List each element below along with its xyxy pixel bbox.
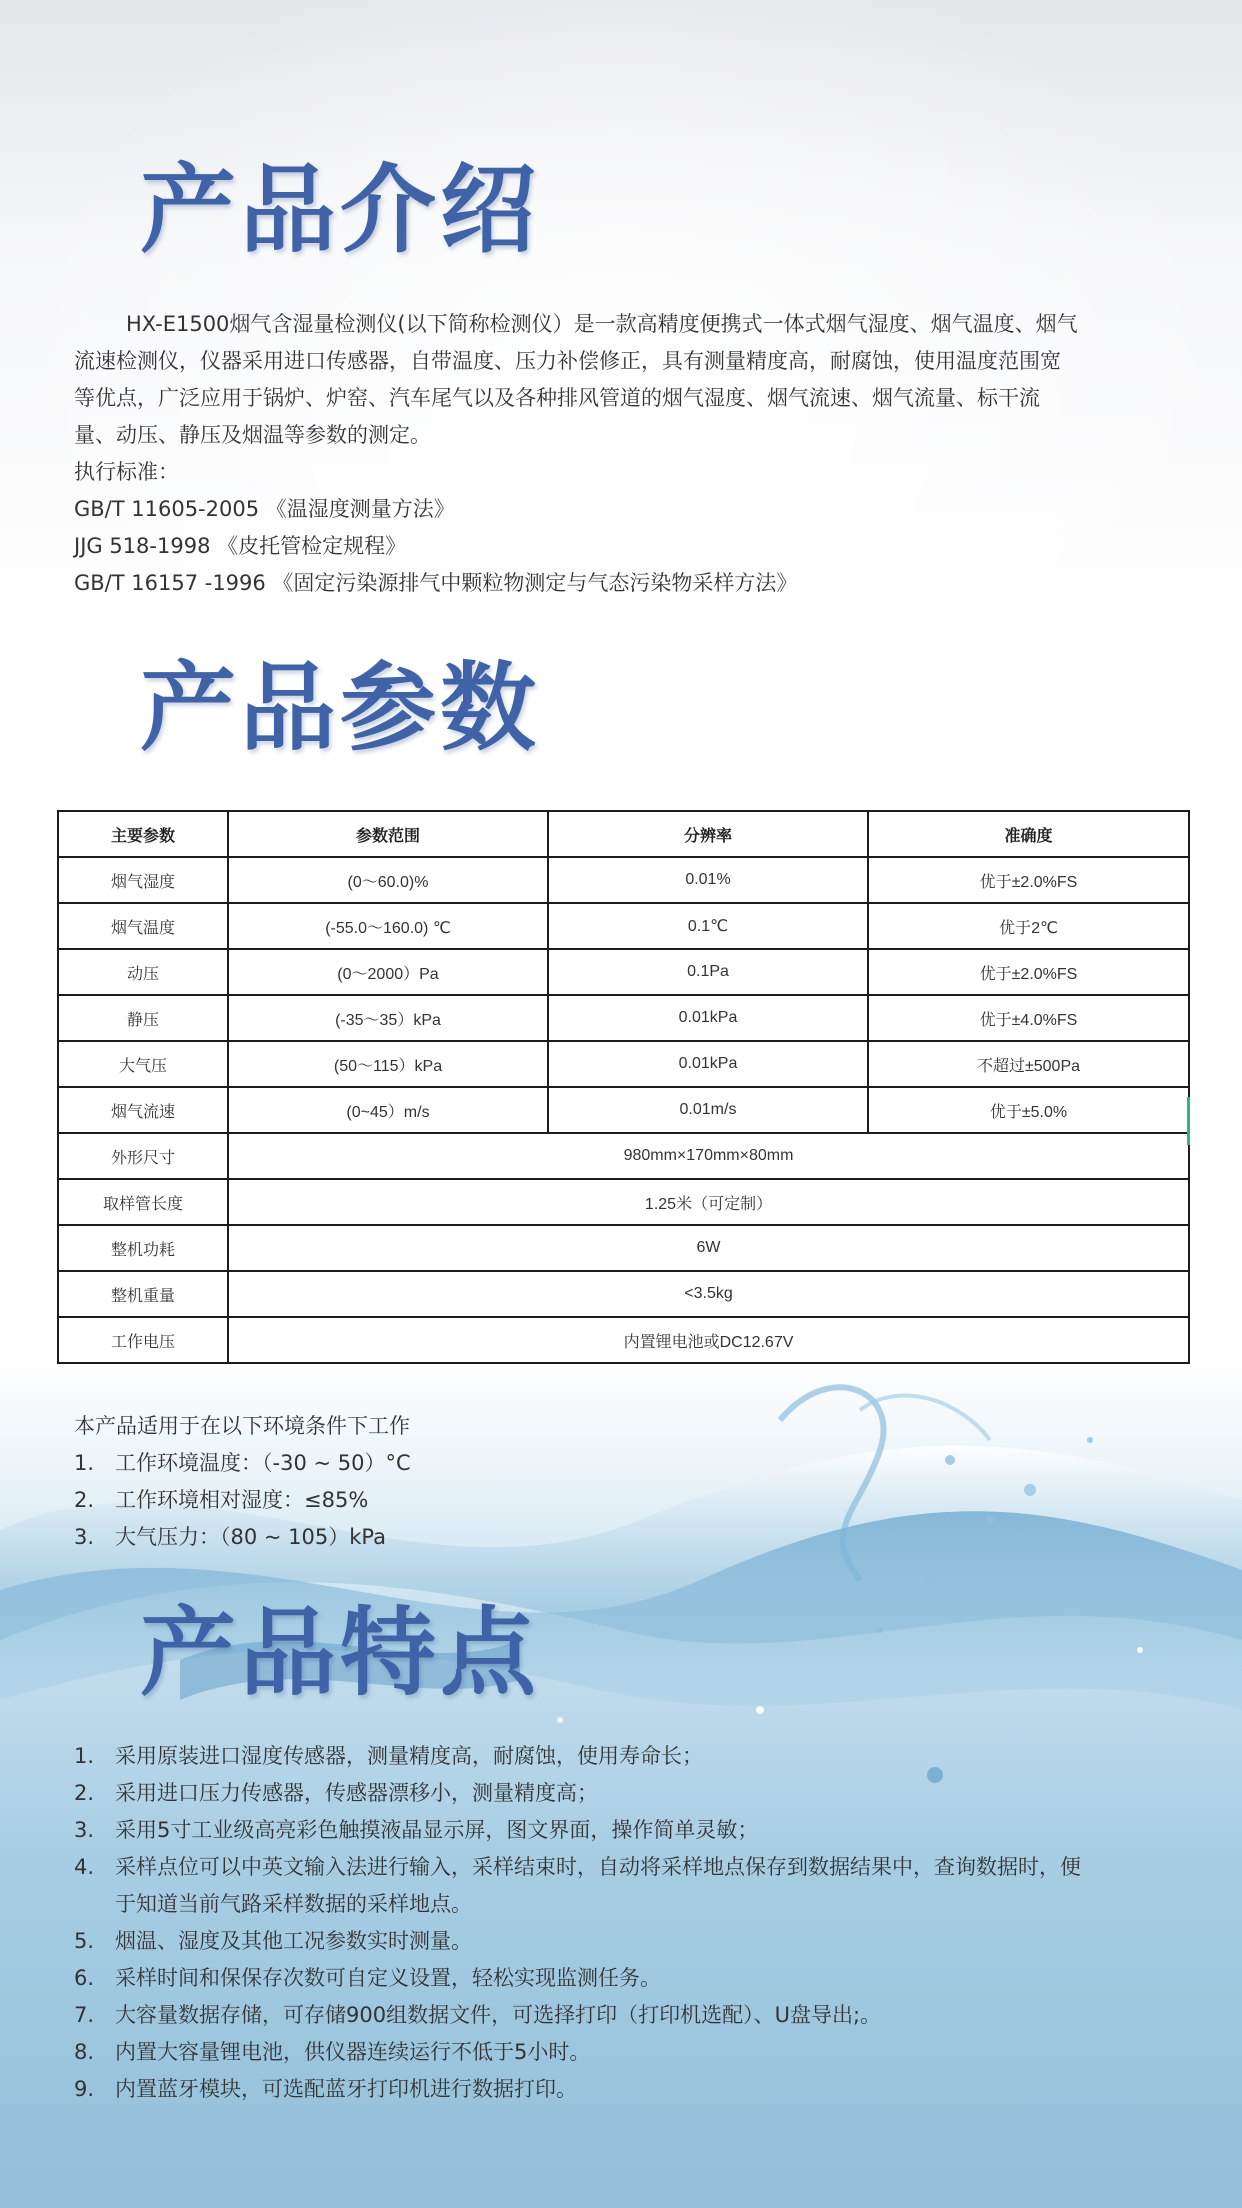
table-cell: 优于±5.0%	[868, 1087, 1189, 1133]
list-item	[74, 1997, 1174, 2034]
table-cell: 不超过±500Pa	[868, 1041, 1189, 1087]
environment-heading: 本产品适用于在以下环境条件下工作	[74, 1414, 410, 1438]
list-item	[74, 2034, 1174, 2071]
standard-item: GB/T 11605-2005 《温湿度测量方法》	[74, 497, 455, 521]
list-number: 1.	[74, 1451, 95, 1475]
table-row	[58, 1041, 1189, 1087]
table-cell: 烟气湿度	[58, 857, 228, 903]
list-number: 9.	[74, 2077, 95, 2101]
table-cell: 0.01m/s	[548, 1087, 868, 1133]
environment-conditions	[74, 1408, 411, 1556]
table-cell: 0.01kPa	[548, 1041, 868, 1087]
list-number: 4.	[74, 1855, 95, 1879]
list-number: 2.	[74, 1488, 95, 1512]
table-cell: 静压	[58, 995, 228, 1041]
features-list	[74, 1738, 1174, 2108]
table-cell: 动压	[58, 949, 228, 995]
table-row	[58, 949, 1189, 995]
list-text: 工作环境温度：（-30 ~ 50）°C	[115, 1451, 411, 1475]
list-text: 于知道当前气路采样数据的采样地点。	[115, 1892, 472, 1916]
table-cell: 优于2℃	[868, 903, 1189, 949]
table-row	[58, 1271, 1189, 1317]
list-text: 采用5寸工业级高亮彩色触摸液晶显示屏，图文界面，操作简单灵敏；	[115, 1818, 759, 1842]
list-text: 烟温、湿度及其他工况参数实时测量。	[115, 1929, 472, 1953]
list-text: 采样时间和保保存次数可自定义设置，轻松实现监测任务。	[115, 1966, 661, 1990]
table-header-cell: 参数范围	[228, 811, 548, 857]
table-cell: 6W	[228, 1225, 1189, 1271]
list-item	[74, 1923, 1174, 1960]
table-row	[58, 1087, 1189, 1133]
table-row	[58, 1317, 1189, 1363]
table-row	[58, 995, 1189, 1041]
table-header-cell: 分辨率	[548, 811, 868, 857]
list-number: 2.	[74, 1781, 95, 1805]
list-item	[74, 1960, 1174, 1997]
table-cell: (0～60.0)%	[228, 857, 548, 903]
intro-paragraph-line: 量、动压、静压及烟温等参数的测定。	[74, 423, 431, 447]
table-cell: 外形尺寸	[58, 1133, 228, 1179]
table-header-row	[58, 811, 1189, 857]
standard-item: JJG 518-1998 《皮托管检定规程》	[74, 534, 407, 558]
intro-text-block	[74, 306, 1174, 602]
table-row	[58, 857, 1189, 903]
table-cell: (50～115）kPa	[228, 1041, 548, 1087]
table-cell: 980mm×170mm×80mm	[228, 1133, 1189, 1179]
list-number: 5.	[74, 1929, 95, 1953]
intro-paragraph-line: 等优点，广泛应用于锅炉、炉窑、汽车尾气以及各种排风管道的烟气湿度、烟气流速、烟气流量、标干流	[74, 386, 1040, 410]
table-cell: (0~45）m/s	[228, 1087, 548, 1133]
table-cell: 烟气流速	[58, 1087, 228, 1133]
table-cell: (-55.0～160.0) ℃	[228, 903, 548, 949]
list-item-continuation	[74, 1886, 1174, 1923]
list-item	[74, 1775, 1174, 1812]
table-row	[58, 1179, 1189, 1225]
table-cell: (0～2000）Pa	[228, 949, 548, 995]
table-cell: 0.01kPa	[548, 995, 868, 1041]
table-header-cell: 准确度	[868, 811, 1189, 857]
list-number: 1.	[74, 1744, 95, 1768]
table-cell: 0.1℃	[548, 903, 868, 949]
table-cell: 整机功耗	[58, 1225, 228, 1271]
list-text: 内置大容量锂电池，供仪器连续运行不低于5小时。	[115, 2040, 591, 2064]
list-number: 3.	[74, 1525, 95, 1549]
list-item	[74, 1738, 1174, 1775]
parameters-table	[57, 810, 1190, 1364]
intro-section-title: 产品介绍	[140, 154, 540, 266]
list-item	[74, 1519, 411, 1556]
table-row	[58, 1225, 1189, 1271]
table-cell: 优于±2.0%FS	[868, 857, 1189, 903]
table-cell: <3.5kg	[228, 1271, 1189, 1317]
params-section-title: 产品参数	[140, 652, 540, 764]
list-item	[74, 1812, 1174, 1849]
table-cell: 烟气温度	[58, 903, 228, 949]
list-item	[74, 2071, 1174, 2108]
table-cell: (-35～35）kPa	[228, 995, 548, 1041]
list-text: 采用进口压力传感器，传感器漂移小，测量精度高；	[115, 1781, 598, 1805]
list-text: 内置蓝牙模块，可选配蓝牙打印机进行数据打印。	[115, 2077, 577, 2101]
table-cell: 取样管长度	[58, 1179, 228, 1225]
list-number: 8.	[74, 2040, 95, 2064]
list-text: 工作环境相对湿度：≤85%	[115, 1488, 369, 1512]
list-number: 7.	[74, 2003, 95, 2027]
list-text: 采样点位可以中英文输入法进行输入，采样结束时，自动将采样地点保存到数据结果中，查询数据时，便	[115, 1855, 1081, 1879]
table-edge-accent	[1187, 1097, 1190, 1145]
table-header-cell: 主要参数	[58, 811, 228, 857]
table-cell: 内置锂电池或DC12.67V	[228, 1317, 1189, 1363]
table-cell: 大气压	[58, 1041, 228, 1087]
table-cell: 优于±4.0%FS	[868, 995, 1189, 1041]
features-section-title: 产品特点	[140, 1597, 540, 1709]
table-cell: 工作电压	[58, 1317, 228, 1363]
table-row	[58, 1133, 1189, 1179]
list-item	[74, 1849, 1174, 1886]
table-cell: 1.25米（可定制）	[228, 1179, 1189, 1225]
intro-paragraph-line: 流速检测仪，仪器采用进口传感器，自带温度、压力补偿修正，具有测量精度高，耐腐蚀，使用温度范围宽	[74, 349, 1061, 373]
list-text: 大气压力：（80 ~ 105）kPa	[115, 1525, 386, 1549]
table-cell: 整机重量	[58, 1271, 228, 1317]
table-cell: 0.1Pa	[548, 949, 868, 995]
list-number: 6.	[74, 1966, 95, 1990]
list-item	[74, 1482, 411, 1519]
table-cell: 0.01%	[548, 857, 868, 903]
intro-paragraph-line: HX-E1500烟气含湿量检测仪(以下简称检测仪）是一款高精度便携式一体式烟气湿度、烟气温度、烟气	[126, 312, 1078, 336]
list-text: 采用原装进口湿度传感器，测量精度高，耐腐蚀，使用寿命长；	[115, 1744, 703, 1768]
table-row	[58, 903, 1189, 949]
standard-item: GB/T 16157 -1996 《固定污染源排气中颗粒物测定与气态污染物采样方法》	[74, 571, 798, 595]
list-number: 3.	[74, 1818, 95, 1842]
list-text: 大容量数据存储，可存储900组数据文件，可选择打印（打印机选配）、U盘导出;。	[115, 2003, 882, 2027]
list-item	[74, 1445, 411, 1482]
standards-label: 执行标准：	[74, 460, 179, 484]
table-cell: 优于±2.0%FS	[868, 949, 1189, 995]
